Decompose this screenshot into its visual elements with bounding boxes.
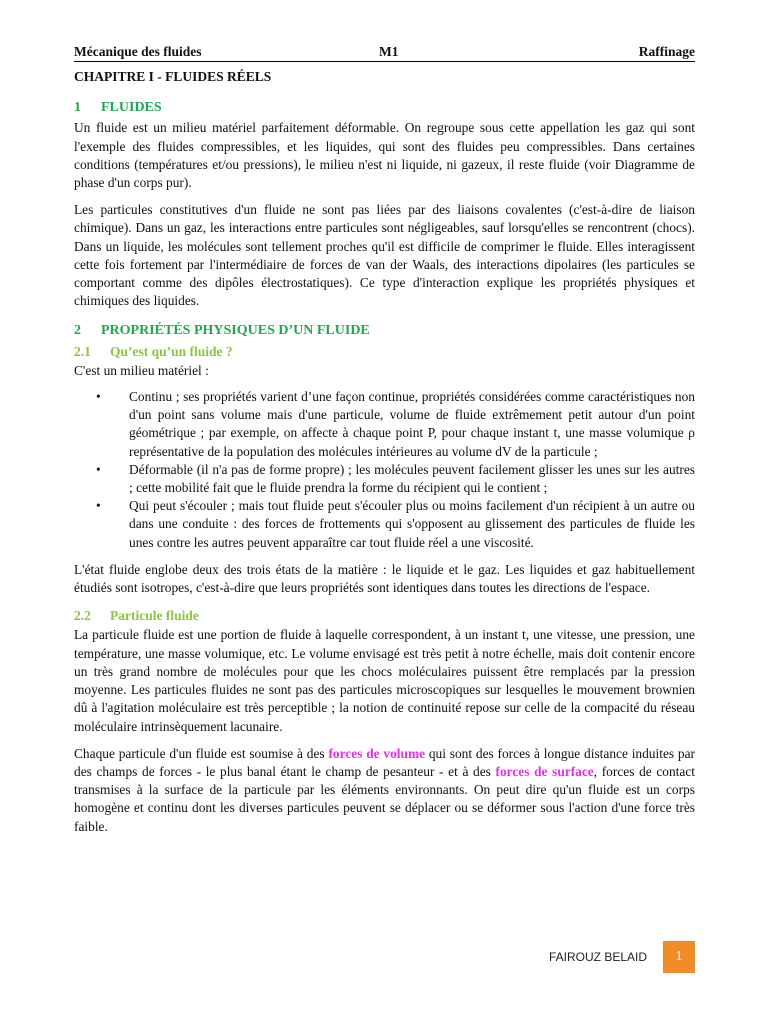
header-level: M1 <box>379 44 399 59</box>
section-2-number: 2 <box>74 323 81 339</box>
section-2-2-title: Particule fluide <box>110 608 199 624</box>
paragraph-text: Chaque particule d'un fluide est soumise à des <box>74 745 329 761</box>
page-number-badge: 1 <box>663 941 695 973</box>
page-header <box>74 44 695 62</box>
list-item <box>74 461 695 497</box>
section-1-heading <box>74 99 695 117</box>
list-item <box>74 497 695 552</box>
chapter-title: CHAPITRE I - FLUIDES RÉELS <box>74 69 272 84</box>
bullet-icon: • <box>96 461 101 477</box>
footer-author: FAIROUZ BELAID <box>549 950 648 964</box>
bullet-icon: • <box>96 498 101 514</box>
section-2-1-outro: L'état fluide englobe deux des trois états de la matière : le liquide et le gaz. Les liquides et gaz habituellement étudiés sont isotropes, c'est-à-dire que leurs propriétés sont identiques dans toutes les directions de l'espace. <box>74 561 695 596</box>
paragraph-text: , forces de contact transmises à la surface de la particule par les éléments environnants. On peut dire qu'un fluide est un corps homogène et continu dont les diverses particules peuvent se déplacer ou se déformer sous l'action d'une force très faible. <box>74 763 695 834</box>
section-2-title: PROPRIÉTÉS PHYSIQUES D’UN FLUIDE <box>101 323 370 339</box>
highlight-volume-forces: forces de volume <box>328 745 426 761</box>
list-item-text: Continu ; ses propriétés varient d’une façon continue, propriétés considérées comme caractéristiques non d'un point sans volume mais d'une particule, volume de fluide extrêmement petit autour d'un point géométrique ; par exemple, on affecte à chaque point P, pour chaque instant t, une masse volumique ρ représentative de la population des molécules intérieures au volume dV de la particule ; <box>129 389 695 459</box>
paragraph-text: qui sont des forces à longue distance induites par des champs de forces - le plus banal étant le champ de pesanteur - et à des <box>74 745 695 779</box>
list-item-text: Qui peut s'écouler ; mais tout fluide peut s'écouler plus ou moins facilement d'un récipient à un autre ou dans une conduite : des forces de frottements qui s'opposent au glissement des particules de fluide les unes contre les autres peuvent apparaître car tout fluide réel a une viscosité. <box>129 498 695 550</box>
section-1-number: 1 <box>74 100 81 116</box>
section-2-2-number: 2.2 <box>74 608 91 624</box>
section-1-title: FLUIDES <box>101 100 162 116</box>
highlight-surface-forces: forces de surface <box>495 763 594 779</box>
section-2-heading <box>74 322 695 340</box>
list-item <box>74 388 695 461</box>
section-2-2-heading <box>74 607 695 625</box>
section-2-1-heading <box>74 343 695 361</box>
section-1-paragraph-1: Un fluide est un milieu matériel parfaitement déformable. On regroupe sous cette appellation les gaz qui sont l'exemple des fluides compressibles, et les liquides, qui sont des fluides peu compressibles. Dans certaines conditions (températures et/ou pressions), le milieu n'est ni liquide, ni gazeux, il reste fluide (voir Diagramme de phase d'un corps pur). <box>74 120 695 191</box>
section-2-1-intro: C'est un milieu matériel : <box>74 362 209 378</box>
header-program: Raffinage <box>638 44 695 59</box>
section-2-2-paragraph-1: La particule fluide est une portion de fluide à laquelle correspondent, à un instant t, une vitesse, une pression, une température, une masse volumique, etc. Le volume envisagé est très petit à notre échelle, mais doit contenir encore un très grand nombre de molécules pour que les chocs moléculaires puissent être remplacés par la pression moyenne. Les particules fluides ne sont pas des particules microscopiques sur lesquelles le mouvement brownien dû à l'agitation moléculaire est très perceptible ; la notion de continuité repose sur celle de la compacité du réseau moléculaire intrinsèquement lacunaire. <box>74 627 695 734</box>
section-2-1-number: 2.1 <box>74 343 91 359</box>
list-item-text: Déformable (il n'a pas de forme propre) ; les molécules peuvent facilement glisser les unes sur les autres ; cette mobilité fait que le fluide prendra la forme du récipient qui le contient ; <box>129 461 695 496</box>
section-2-2-paragraph-2 <box>74 745 695 836</box>
header-course: Mécanique des fluides <box>74 44 202 59</box>
page-content <box>74 68 695 845</box>
properties-list <box>74 388 695 552</box>
bullet-icon: • <box>96 389 101 405</box>
section-1-paragraph-2: Les particules constitutives d'un fluide ne sont pas liées par des liaisons covalentes (c'est-à-dire de liaison chimique). Dans un gaz, les interactions entre particules sont négligeables, sauf lorsqu'elles se rencontrent (chocs). Dans un liquide, les molécules sont tellement proches qu'il est difficile de comprimer le fluide. Elles interagissent cette fois fortement par l'intermédiaire de forces de van der Waals, des interactions dipolaires (les particules se comportant comme des dipôles électrostatiques). Ce type d'interaction explique les propriétés physiques et chimiques des liquides. <box>74 202 695 309</box>
section-2-1-title: Qu’est qu’un fluide ? <box>110 343 233 359</box>
